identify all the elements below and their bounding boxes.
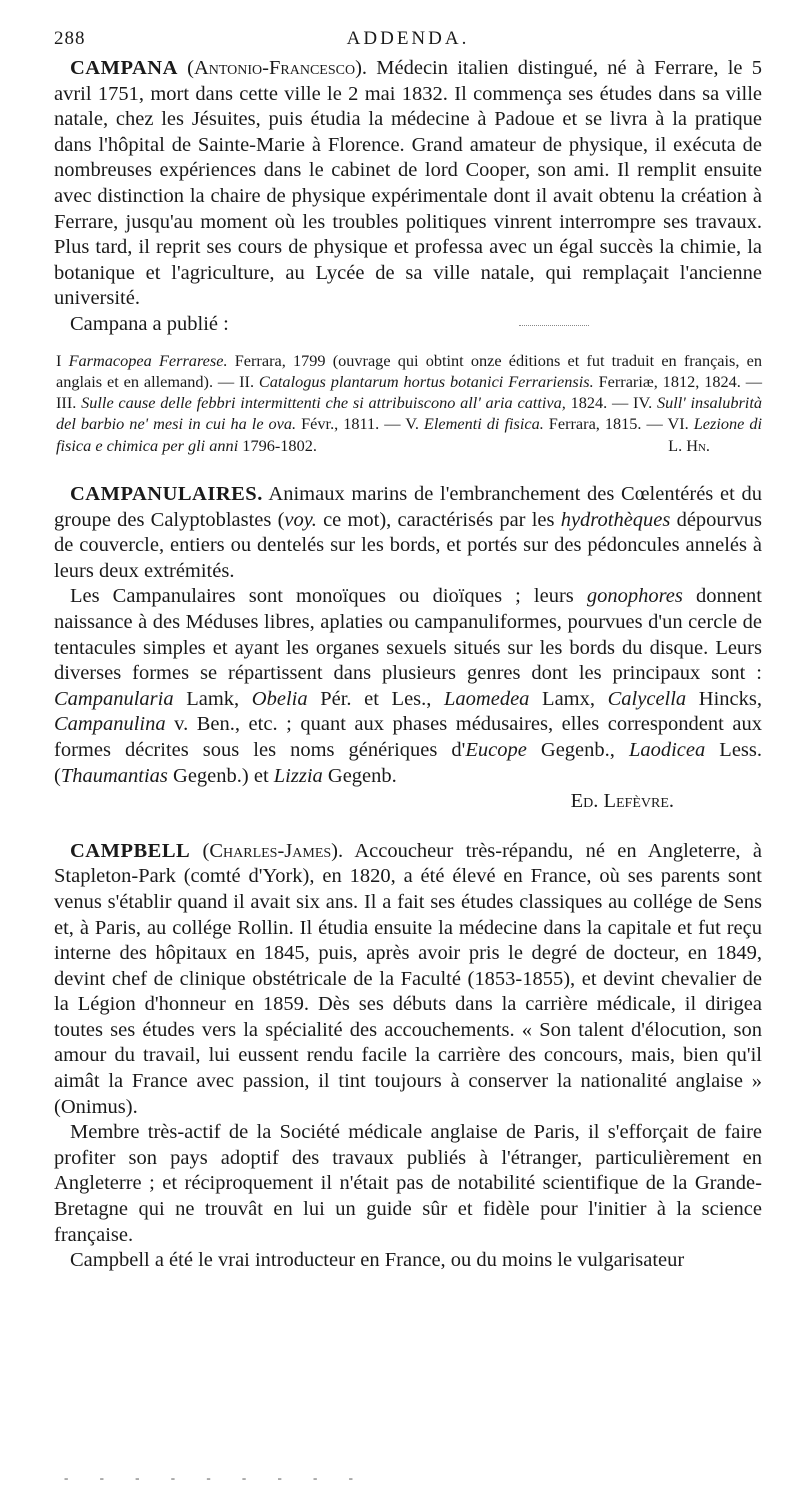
- campbell-paragraph-2: [54, 1120, 762, 1248]
- campana-paragraph-2: [54, 312, 762, 338]
- biblio-title: Catalogus plantarum hortus botanici Ferrariensis.: [258, 371, 594, 391]
- text: Hincks,: [686, 687, 763, 710]
- campanulaires-paragraph-1: [54, 482, 762, 584]
- genus-name: Eucope: [465, 738, 527, 761]
- biblio-text: Févr., 1811. — V.: [296, 414, 424, 434]
- campanulaires-paragraph-2: [54, 584, 762, 789]
- biblio-text: 1824. — IV.: [565, 393, 657, 413]
- spacer: [54, 456, 762, 482]
- biblio-text: Ferrariæ, 1812, 1824. — III.: [56, 371, 762, 413]
- genus-name: Calycella: [607, 687, 687, 710]
- page-number: 288: [54, 28, 86, 49]
- campana-headword: CAMPANA: [70, 57, 178, 79]
- campana-paragraph-1: [54, 56, 762, 312]
- running-head: [54, 28, 762, 56]
- text-italic: gonophores: [586, 585, 683, 608]
- entry-campanulaires: [54, 482, 762, 815]
- campana-text-2: Campana a publié :: [70, 312, 229, 335]
- genus-name: Campanulina: [54, 713, 166, 736]
- text: Animaux marins de l'embranchement des Cœlentérés et du groupe des Calyptoblastes (: [54, 483, 762, 531]
- campbell-paragraph-3: [54, 1248, 762, 1274]
- biblio-title: Sulle cause delle febbri intermittenti che si attribuiscono all' aria cattiva,: [81, 393, 566, 413]
- entry-campbell: [54, 839, 762, 1274]
- spacer: [54, 815, 762, 839]
- biblio-text: 1796-1802.: [238, 435, 317, 455]
- text: Less. (: [54, 738, 763, 787]
- text-italic: voy.: [284, 508, 317, 531]
- campbell-paragraph-1: [54, 839, 762, 1121]
- genus-name: Laomedea: [444, 687, 530, 710]
- biblio-title: Elementi di fisica.: [423, 414, 544, 434]
- text: dépourvus de couvercle, entiers ou dentelés sur les bords, et portés sur des pédoncules annelés à leurs deux extrémités.: [54, 508, 762, 582]
- text: donnent naissance à des Méduses libres, aplaties ou campanuliformes, pourvues d'un cercle de tentacules simples et ayant les organes sexuels situés sur les bords du disque. Leurs diverses formes se répartissent dans plusieurs genres dont les principaux sont :: [54, 585, 762, 685]
- biblio-title: Lezione di fisica e chimica per gli anni: [56, 414, 763, 455]
- text: v. Ben., etc. ; quant aux phases médusaires, elles correspondent aux formes décrites sous les noms génériques d': [54, 713, 762, 761]
- genus-name: Lizzia: [273, 764, 323, 787]
- campbell-text-1: Accoucheur très-répandu, né en Angleterre, à Stapleton-Park (comté d'York), en 1820, a été élevé en France, où ses parents sont venus s'établir quand il avait six ans. Il a fait ses études classiques au collége de Sens et, à Paris, au collége Rollin. Il étudia ensuite la médecine dans la capitale et fut reçu interne des hôpitaux en 1845, puis, après avoir pris le degré de docteur, en 1849, devint chef de clinique obstétricale de la Faculté (1853-1855), et devint chevalier de la Légion d'honneur en 1859. Dès ses débuts dans la carrière médicale, il dirigea toutes ses études vers la spécialité des accouchements. « Son talent d'élocution, son amour du travail, lui eussent rendu facile la carrière des concours, mais, bien qu'il aimât la France avec passion, il tint toujours à conserver la nationalité anglaise » (Onimus).: [54, 839, 762, 1118]
- biblio-text: Ferrara, 1815. — VI.: [543, 414, 694, 434]
- running-title: ADDENDA.: [346, 28, 470, 49]
- entry-campana: [54, 56, 762, 456]
- text-italic: hydrothèques: [560, 508, 671, 531]
- text: Lamx,: [529, 687, 608, 710]
- campana-text-1: Médecin italien distingué, né à Ferrare, le 5 avril 1751, mort dans cette ville le 2 mai 1832. Il commença ses études dans sa ville natale, chez les Jésuites, puis étudia la médecine à Padoue et se livra à la pratique dans l'hôpital de Sainte-Marie à Florence. Grand amateur de physique, il exécuta de nombreuses expériences dans le cabinet de lord Cooper, son ami. Il remplit ensuite avec distinction la chaire de physique expérimentale dont il avait obtenu la création à Ferrare, jusqu'au moment où les troubles politiques vinrent interrompre ses travaux. Plus tard, il reprit ses cours de physique et professa avec un égal succès la chimie, la botanique et l'agriculture, au Lycée de sa ville natale, qui remplaçait l'ancienne université.: [54, 57, 762, 310]
- biblio-title: Sull' insalubrità del barbio ne' mesi in cui ha le ova.: [56, 393, 762, 434]
- campanulaires-signature: Ed. Lefèvre.: [570, 790, 674, 813]
- text: Pér. et Les.,: [307, 687, 445, 710]
- campbell-text-3: Campbell a été le vrai introducteur en France, ou du moins le vulgarisateur: [70, 1249, 685, 1272]
- campbell-text-2: Membre très-actif de la Société médicale anglaise de Paris, il s'efforçait de faire profiter son pays adoptif des travaux publiés à l'étranger, particulièrement en Angleterre ; et réciproquement il n'était pas de notabilité scientifique de la Grande-Bretagne qui ne trouvât en lui un guide sûr et fidèle pour l'initier à la science française.: [54, 1121, 762, 1246]
- genus-name: Campanularia: [54, 687, 174, 710]
- genus-name: Laodicea: [628, 738, 706, 761]
- campanulaires-headword: CAMPANULAIRES.: [70, 483, 263, 506]
- text: ce mot), caractérisés par les: [316, 508, 561, 531]
- text: Les Campanulaires sont monoïques ou dioïques ; leurs: [70, 585, 587, 608]
- biblio-title: Farmacopea Ferrarese.: [68, 350, 228, 370]
- campana-signature: L. Hn.: [668, 435, 710, 455]
- genus-name: Thaumantias: [60, 764, 168, 787]
- text: Lamk,: [173, 687, 252, 710]
- campana-bibliography: [54, 350, 762, 456]
- campbell-headword: CAMPBELL: [70, 839, 191, 862]
- campbell-forenames: (Charles-James).: [202, 839, 344, 862]
- genus-name: Obelia: [251, 687, 308, 710]
- text: Gegenb.,: [526, 738, 629, 761]
- biblio-text: Ferrara, 1799 (ouvrage qui obtint onze éditions et fut traduit en français, en anglais et en allemand). — II.: [56, 350, 763, 391]
- campana-forenames: (Antonio-Francesco).: [187, 57, 368, 79]
- biblio-num: I: [56, 350, 69, 370]
- footer-dashes: - - - - - - - - -: [64, 1470, 367, 1485]
- text: Gegenb.) et: [167, 764, 274, 787]
- text: Gegenb.: [322, 764, 397, 787]
- decorative-dash: [519, 325, 589, 326]
